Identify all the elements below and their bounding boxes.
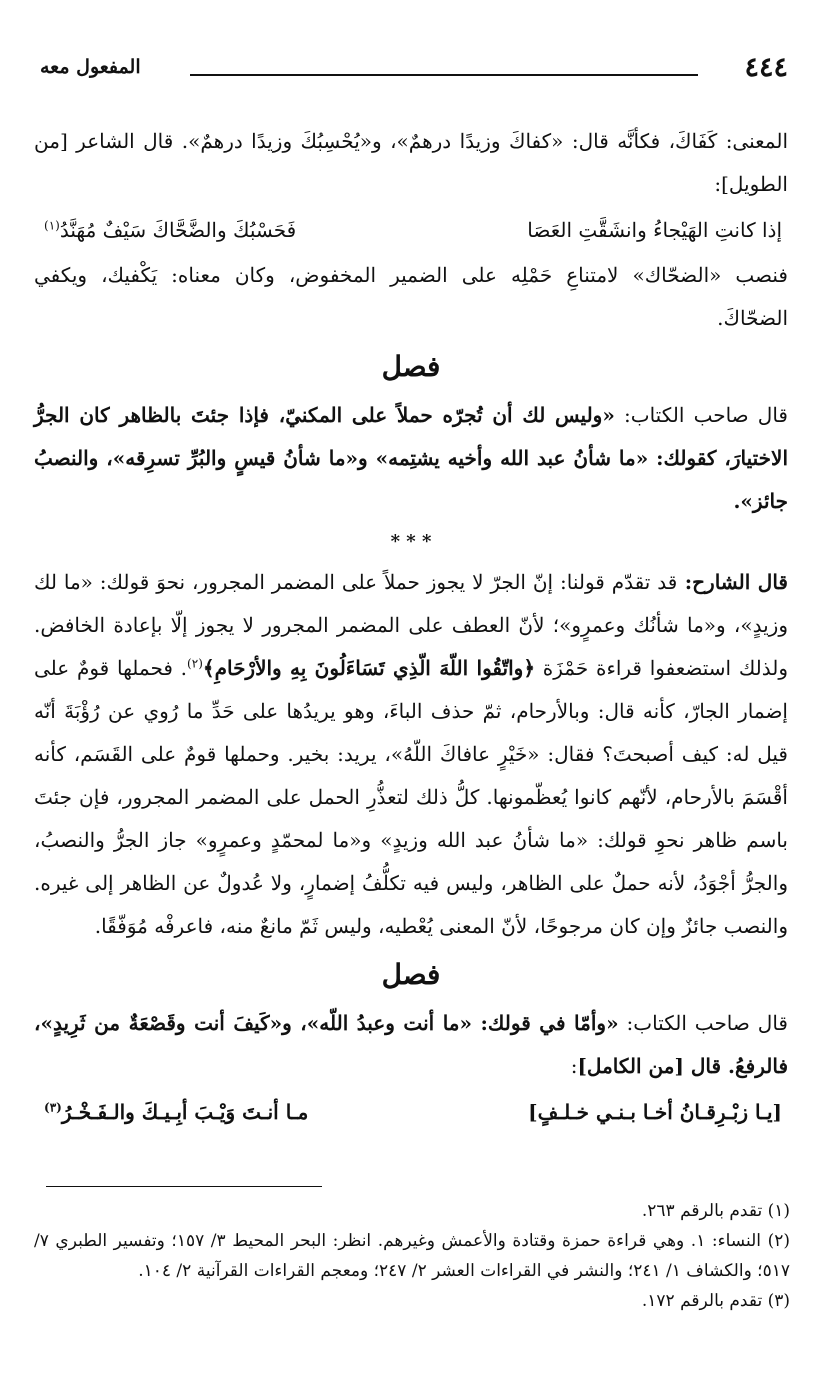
main-text [34,120,788,1136]
commentator-label: قال الشارح: [677,570,788,594]
paragraph-commentary [34,561,788,948]
poem-verse-1 [34,206,788,254]
page-number: ٤٤٤ [744,52,788,83]
footnote-ref-3: (٣) [44,1099,62,1114]
section-heading-2: فصل [381,958,441,991]
footnote-1 [34,1196,790,1226]
author-quote-2: «وأمّا في قولك: «ما أنت وعبدُ اللّه»، و«كَيفَ أنت وقَصْعَةٌ من ثَرِيدٍ»، فالرفعُ. قال [34,1011,788,1078]
author-quote-intro-1: قال صاحب الكتاب: [614,403,788,427]
paragraph-meaning: المعنى: كَفَاكَ، فكأنَّه قال: «كفاكَ وزيدًا درهمٌ»، و«يُحْسِبُكَ وزيدًا درهمٌ». قال الشاعر [من الطويل]: [34,129,788,196]
verse-1-second-text: فَحَسْبُكَ والضَّحَّاكَ سَيْفٌ مُهَنَّدُ [59,217,297,242]
footnote-ref-1: (١) [44,217,60,232]
verse-1-second-hemistich [44,209,296,252]
footnote-text: النساء: ١. وهي قراءة حمزة وقتادة والأعمش وغيرهم. انظر: البحر المحيط ٣/ ١٥٧؛ وتفسير الطبري ٧/ ٥١٧؛ والكشاف ١/ ٢٤١؛ والنشر في القراءات العشر ٢/ ٢٤٧؛ ومعجم القراءات القرآنية ٢/ ١٠٤. [34,1231,790,1281]
verse-2-second-text: مـا أنـتَ وَيْـبَ أبِـيـكَ والـفَـخْـرُ [61,1099,309,1124]
footnote-text: تقدم بالرقم ١٧٢. [641,1291,763,1311]
verse-2-second-hemistich [44,1091,308,1134]
verse-2-first-hemistich: [يـا زبْـرِقـانُ أخـا بـنـي خـلـفٍ] [528,1099,782,1124]
footnote-number: (٢) [767,1231,790,1251]
footnotes [34,1196,790,1316]
footnote-3 [34,1286,790,1316]
meter-label: [من الكامل] [577,1054,684,1078]
quran-quote: ﴿واتّقُوا اللّهَ الّذِي تَسَاءَلُونَ بِهِ والأرْحَامِ﴾ [202,656,536,680]
commentary-part-2: . فحملها قومٌ على إضمار الجارّ، كأنه قال: وبالأرحام، ثمّ حذف الباءَ، وهو يريدُها على حَدِّ ما رُوي عن رُؤْبَةَ أنّه قيل له: كيف أصبحتَ؟ فقال: «خَيْرٍ عافاكَ اللّهُ»، يريد: بخير. وحملها قومٌ على القَسَم، كأنه أقْسَمَ بالأرحام، لأنّهم كانوا يُعظّمونها. كلُّ ذلك لتعذُّرِ الحمل على المضمر المجرور، فإن جئتَ باسم ظاهر نحوِ قولك: «ما شأنُ عبد الله وزيدٍ» و«ما لمحمّدٍ وعمرٍو» جاز الجرُّ والنصبُ، والجرُّ أجْوَدُ، لأنه حملٌ على الظاهر، وليس فيه تكلُّفُ إضمارٍ، ولا عُدولٌ عن الظاهر إلى غيره. والنصب جائزٌ وإن كان مرجوحًا، لأنّ المعنى يُعْطيه، وليس ثَمّ مانعٌ منه، فاعرفْه مُوَفّقًا. [34,656,788,938]
footnote-rule [46,1186,322,1187]
author-quote-1: «وليس لك أن تُجرّه حملاً على المكنيّ، فإذا جئتَ بالظاهر كان الجرُّ الاختيارَ، كقولك: «ما شأنُ عبد الله وأخيه يشتِمه» و«ما شأنُ قيسٍ والبُرِّ تسرِقه»، والنصبُ جائز». [34,403,788,513]
footnote-number: (١) [767,1201,790,1221]
page-header [40,52,788,84]
colon: : [570,1054,578,1078]
footnote-2 [34,1226,790,1286]
footnote-number: (٣) [767,1291,790,1311]
running-title: المفعول معه [40,56,141,78]
commentary-part-1: قد تقدّم قولنا: إنّ الجرّ لا يجوز حملاً على المضمر المجرور، نحوَ قولك: «ما لك وزيدٍ»، و«ما شأنُك وعمرٍو»؛ لأنّ العطف على المضمر المجرور لا يجوز إلّا بإعادة الخافض. ولذلك استضعفوا قراءة حَمْزَة [34,570,789,680]
verse-1-first-hemistich: إذا كانتِ الهَيْجاءُ وانشَقَّتِ العَصَا [527,217,782,242]
footnote-ref-2: (٢) [187,656,203,671]
paragraph-author-quote-2 [34,1002,788,1088]
separator-stars: * * * [390,531,432,552]
author-quote-intro-2: قال صاحب الكتاب: [618,1011,788,1035]
header-rule [190,74,698,76]
poem-verse-2 [34,1088,788,1136]
paragraph-explanation: فنصب «الضحّاك» لامتناعِ حَمْلِه على الضمير المخفوض، وكان معناه: يَكْفيك، ويكفي الضحّاكَ. [34,263,788,330]
paragraph-author-quote-1 [34,394,788,523]
footnote-text: تقدم بالرقم ٢٦٣. [641,1201,763,1221]
section-heading-1: فصل [381,350,441,383]
